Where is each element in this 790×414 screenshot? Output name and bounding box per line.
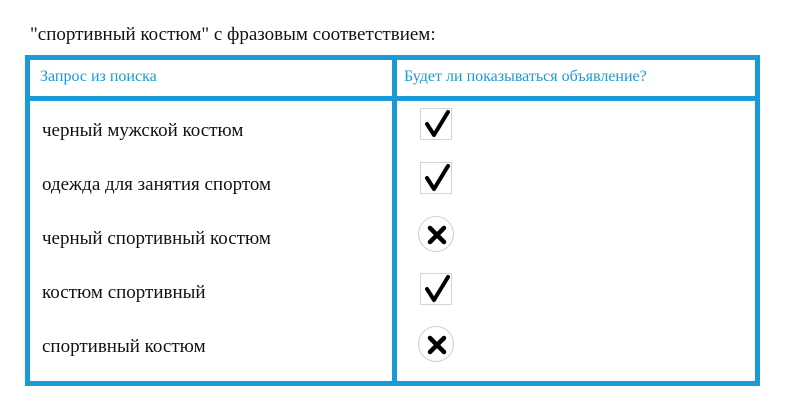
header-shown: Будет ли показываться объявление? — [404, 68, 647, 85]
check-icon — [420, 273, 452, 305]
match-table — [25, 55, 760, 386]
table-row-query: костюм спортивный — [42, 282, 206, 303]
header-query: Запрос из поиска — [40, 68, 157, 85]
check-icon — [420, 162, 452, 194]
column-divider — [392, 60, 397, 381]
page-heading: "спортивный костюм" с фразовым соответствием: — [30, 24, 436, 45]
table-row-status — [418, 161, 458, 197]
cross-icon — [418, 216, 454, 252]
table-row-query: черный мужской костюм — [42, 120, 244, 141]
table-row-status — [418, 216, 458, 252]
header-divider — [30, 96, 755, 101]
table-row-query: черный спортивный костюм — [42, 228, 271, 249]
table-row-status — [418, 107, 458, 143]
check-icon — [420, 108, 452, 140]
table-row-status — [418, 272, 458, 308]
table-row-query: одежда для занятия спортом — [42, 174, 272, 195]
table-row-query: спортивный костюм — [42, 336, 206, 357]
cross-icon — [418, 326, 454, 362]
table-row-status — [418, 326, 458, 362]
